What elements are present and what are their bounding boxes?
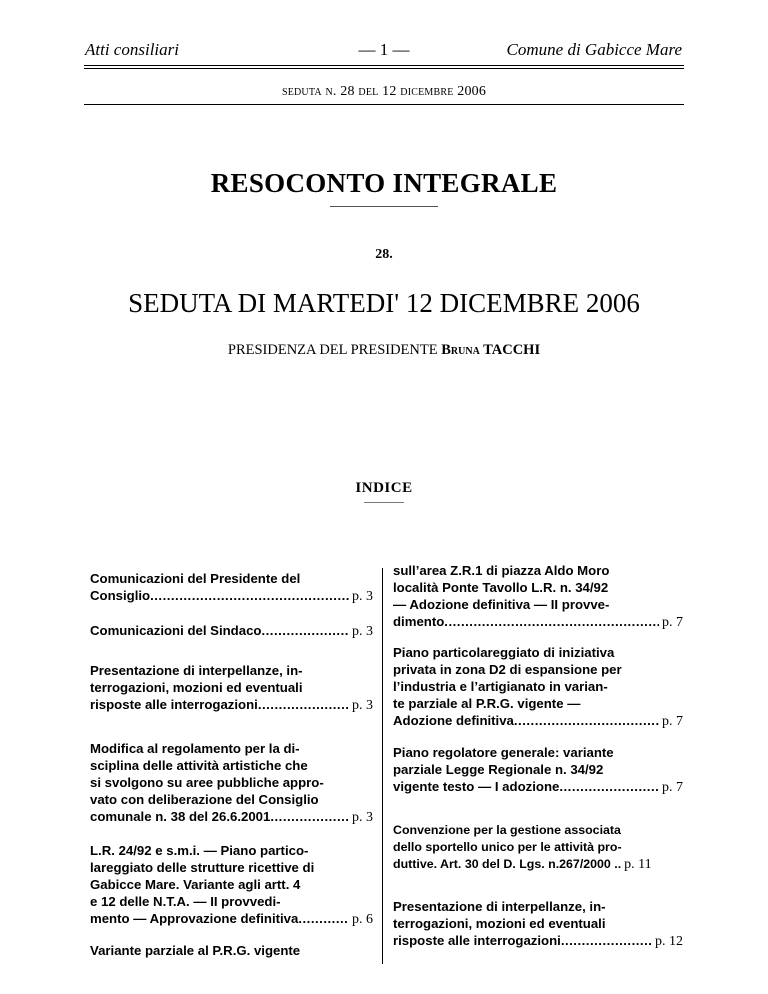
index-entry: Modifica al regolamento per la di- sciplina delle attività artistiche che si svolgono su aree pubbliche appro- vato con deliberazione del Consiglio comunale n. 38 del 26.6.2001 ..... p. 3 — [90, 740, 373, 826]
index-entry: Presentazione di interpellanze, in- terrogazioni, mozioni ed eventuali risposte alle interrogazioni ..... p. 3 — [90, 662, 373, 714]
subheader-rule — [84, 104, 684, 105]
presidenza-line: PRESIDENZA DEL PRESIDENTE Bruna TACCHI — [227, 342, 541, 358]
index-entry: sull’area Z.R.1 di piazza Aldo Moro località Ponte Tavollo L.R. n. 34/92 — Adozione definitiva — II provve- dimento ..... p. 7 — [393, 562, 683, 631]
index-entry: Piano particolareggiato di iniziativa privata in zona D2 di espansione per l’industria e l’artigianato in varian- te parziale al P.R.G. vigente — Adozione definitiva ..... p. 7 — [393, 644, 683, 730]
index-heading: INDICE — [355, 480, 413, 496]
session-subheader: seduta n. 28 del 12 dicembre 2006 — [281, 84, 487, 99]
header-rule-bottom — [84, 68, 684, 69]
header-rule-top — [84, 65, 684, 66]
session-number: 28. — [375, 247, 393, 262]
title-underline — [330, 206, 438, 207]
document-title: RESOCONTO INTEGRALE — [210, 168, 558, 198]
page-number: — 1 — — [358, 40, 410, 59]
header-right: Comune di Gabicce Mare — [506, 40, 682, 59]
column-divider — [382, 568, 383, 964]
index-entry: Variante parziale al P.R.G. vigente — [90, 943, 301, 958]
header-left: Atti consiliari — [85, 40, 179, 59]
index-entry: Presentazione di interpellanze, in- terrogazioni, mozioni ed eventuali risposte alle interrogazioni ..... p. 12 — [393, 898, 683, 950]
index-entry: Convenzione per la gestione associata dello sportello unico per le attività pro- duttive. Art. 30 del D. Lgs. n.267/2000 .. p. 11 — [393, 823, 652, 872]
index-underline — [364, 502, 404, 503]
session-title: SEDUTA DI MARTEDI' 12 DICEMBRE 2006 — [128, 288, 640, 318]
index-entry: Comunicazioni del Presidente del Consiglio ..... p. 3 — [90, 570, 373, 605]
index-entry: Piano regolatore generale: variante parziale Legge Regionale n. 34/92 vigente testo — I adozione ..... p. 7 — [393, 744, 683, 796]
index-entry: L.R. 24/92 e s.m.i. — Piano partico- lareggiato delle strutture ricettive di Gabicce Mare. Variante agli artt. 4 e 12 delle N.T.A. — II provvedi- mento — Approvazione definitiva ..... p. 6 — [90, 842, 373, 928]
index-entry: Comunicazioni del Sindaco ..... p. 3 — [90, 622, 373, 640]
